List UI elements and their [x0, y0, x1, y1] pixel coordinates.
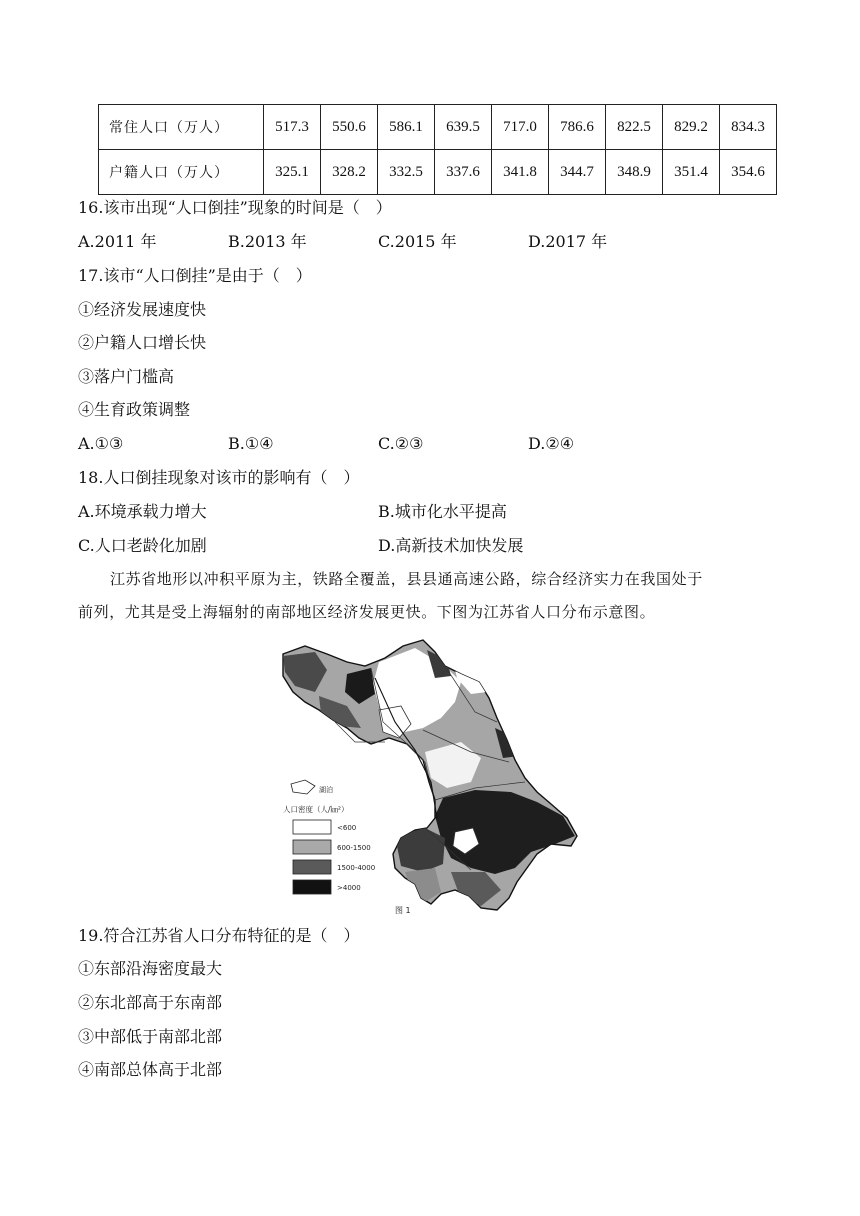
q18-option-c: C.人口老龄化加剧 [78, 536, 207, 555]
legend-swatch-3 [293, 860, 331, 874]
q17-option-c: C.②③ [378, 434, 424, 453]
table-cell: 822.5 [606, 105, 663, 150]
q19-stem: 19.符合江苏省人口分布特征的是（ ） [78, 926, 360, 945]
row-label-resident: 常住人口（万人） [99, 105, 264, 150]
legend-swatch-4 [293, 880, 331, 894]
jiangsu-population-map [275, 632, 585, 914]
q17-option-a: A.①③ [78, 434, 124, 453]
table-cell: 550.6 [321, 105, 378, 150]
q18-option-a: A.环境承载力增大 [78, 502, 207, 521]
table-cell: 834.3 [720, 105, 777, 150]
table-cell: 639.5 [435, 105, 492, 150]
row-label-registered: 户籍人口（万人） [99, 150, 264, 195]
lake-legend-label: 湖泊 [319, 786, 333, 794]
table-cell: 325.1 [264, 150, 321, 195]
q19-item-3: ③中部低于南部北部 [78, 1027, 223, 1046]
legend-label-4: >4000 [337, 884, 361, 892]
legend-title: 人口密度（人/㎞²） [283, 805, 349, 814]
table-cell: 517.3 [264, 105, 321, 150]
passage [78, 563, 778, 629]
table-row [99, 105, 777, 150]
q17-item-3: ③落户门槛高 [78, 367, 175, 386]
table-cell: 348.9 [606, 150, 663, 195]
table-row [99, 150, 777, 195]
q17-option-d: D.②④ [528, 434, 575, 453]
legend-label-1: <600 [337, 824, 357, 832]
q18-option-d: D.高新技术加快发展 [378, 536, 524, 555]
table-cell: 328.2 [321, 150, 378, 195]
table-cell: 586.1 [378, 105, 435, 150]
q18-option-b: B.城市化水平提高 [378, 502, 507, 521]
figure-label: 图 1 [395, 906, 411, 914]
high-density-area [395, 828, 445, 872]
legend-swatch-2 [293, 840, 331, 854]
legend-label-2: 600-1500 [337, 844, 371, 852]
legend-label-3: 1500-4000 [337, 864, 376, 872]
q16-option-d: D.2017 年 [528, 232, 608, 251]
table-cell: 337.6 [435, 150, 492, 195]
table-cell: 717.0 [492, 105, 549, 150]
q17-stem: 17.该市“人口倒挂”是由于（ ） [78, 266, 312, 285]
lake-legend-icon [291, 780, 315, 794]
population-table [98, 104, 777, 195]
q18-stem: 18.人口倒挂现象对该市的影响有（ ） [78, 468, 360, 487]
legend-swatch-1 [293, 820, 331, 834]
map-svg [275, 632, 585, 914]
map-legend [283, 780, 375, 894]
q17-item-1: ①经济发展速度快 [78, 300, 207, 319]
q16-stem: 16.该市出现“人口倒挂”现象的时间是（ ） [78, 198, 392, 217]
table-cell: 332.5 [378, 150, 435, 195]
q16-option-a: A.2011 年 [78, 232, 157, 251]
q17-item-2: ②户籍人口增长快 [78, 333, 207, 352]
q16-option-c: C.2015 年 [378, 232, 457, 251]
q19-item-2: ②东北部高于东南部 [78, 993, 223, 1012]
q19-item-1: ①东部沿海密度最大 [78, 959, 223, 978]
table-cell: 341.8 [492, 150, 549, 195]
passage-line-1: 江苏省地形以冲积平原为主，铁路全覆盖，县县通高速公路，综合经济实力在我国处于 [110, 570, 703, 588]
table-cell: 351.4 [663, 150, 720, 195]
passage-line-2: 前列，尤其是受上海辐射的南部地区经济发展更快。下图为江苏省人口分布示意图。 [78, 603, 656, 621]
table-cell: 354.6 [720, 150, 777, 195]
q17-item-4: ④生育政策调整 [78, 400, 191, 419]
q16-option-b: B.2013 年 [228, 232, 307, 251]
table-cell: 786.6 [549, 105, 606, 150]
table-cell: 344.7 [549, 150, 606, 195]
q19-item-4: ④南部总体高于北部 [78, 1060, 223, 1079]
q17-option-b: B.①④ [228, 434, 274, 453]
table-cell: 829.2 [663, 105, 720, 150]
